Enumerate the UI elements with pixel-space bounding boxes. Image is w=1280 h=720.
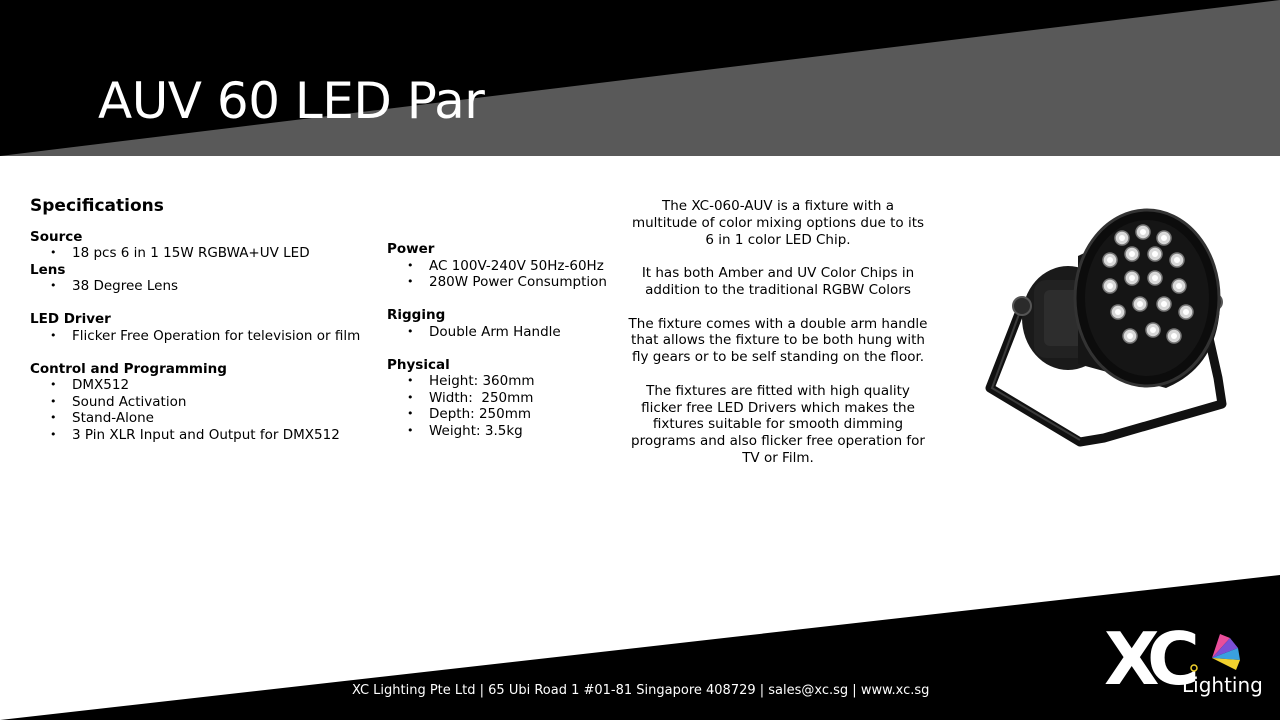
- spec-item: • DMX512: [30, 377, 390, 394]
- spec-group-physical: [387, 357, 627, 440]
- spec-group-control: [30, 361, 390, 444]
- spec-item: • Stand-Alone: [30, 410, 390, 427]
- spec-item: • 280W Power Consumption: [387, 274, 627, 291]
- spec-item: • Height: 360mm: [387, 373, 627, 390]
- spec-item: • Sound Activation: [30, 394, 390, 411]
- spec-group-source: [30, 229, 390, 262]
- spec-item: • Flicker Free Operation for television or film: [30, 328, 390, 345]
- page-title: AUV 60 LED Par: [98, 72, 485, 130]
- spec-group-power: [387, 241, 627, 291]
- spec-item: • Width: 250mm: [387, 390, 627, 407]
- spec-item: • AC 100V-240V 50Hz-60Hz: [387, 258, 627, 275]
- description-paragraph: It has both Amber and UV Color Chips in addition to the traditional RGBW Colors: [641, 265, 915, 298]
- spec-label-lens: Lens: [30, 261, 66, 278]
- svg-text:XC: XC: [1104, 617, 1190, 700]
- specifications-heading: Specifications: [30, 196, 164, 216]
- description-paragraph: The fixtures are fitted with high quality flicker free LED Drivers which makes the fixtures suitable for smooth dimming programs and also flicker free operation for TV or Film.: [631, 382, 925, 466]
- spec-label-rigging: Rigging: [387, 307, 446, 323]
- footer-band: [0, 575, 1280, 720]
- spec-group-led-driver: [30, 311, 390, 344]
- spec-item: • 18 pcs 6 in 1 15W RGBWA+UV LED: [30, 245, 390, 262]
- spec-item: • 3 Pin XLR Input and Output for DMX512: [30, 427, 390, 444]
- description-paragraph: The fixture comes with a double arm handle that allows the fixture to be both hung with fly gears or to be self standing on the floor.: [628, 315, 928, 366]
- svg-text:Lighting: Lighting: [1182, 673, 1263, 697]
- spec-item: • 38 Degree Lens: [30, 278, 390, 295]
- spec-label-power: Power: [387, 241, 435, 257]
- description-paragraph: The XC-060-AUV is a fixture with a multitude of color mixing options due to its 6 in 1 color LED Chip.: [631, 198, 925, 248]
- spec-group-rigging: [387, 307, 627, 340]
- led-par-fixture-image: [982, 198, 1230, 450]
- spec-item: • Weight: 3.5kg: [387, 423, 627, 440]
- specs-column-left: [30, 198, 390, 460]
- xc-lighting-logo: [1104, 616, 1264, 700]
- spec-label-physical: Physical: [387, 356, 450, 373]
- product-description: [628, 198, 928, 484]
- spec-label-control: Control and Programming: [30, 360, 227, 377]
- spec-label-led-driver: LED Driver: [30, 311, 111, 327]
- specs-column-middle: [387, 241, 627, 456]
- spec-group-lens: [30, 262, 390, 295]
- spec-label-source: Source: [30, 228, 83, 245]
- spec-item: • Double Arm Handle: [387, 324, 627, 341]
- footer-contact: XC Lighting Pte Ltd | 65 Ubi Road 1 #01-81 Singapore 408729 | sales@xc.sg | www.xc.sg: [352, 683, 930, 698]
- spec-item: • Depth: 250mm: [387, 406, 627, 423]
